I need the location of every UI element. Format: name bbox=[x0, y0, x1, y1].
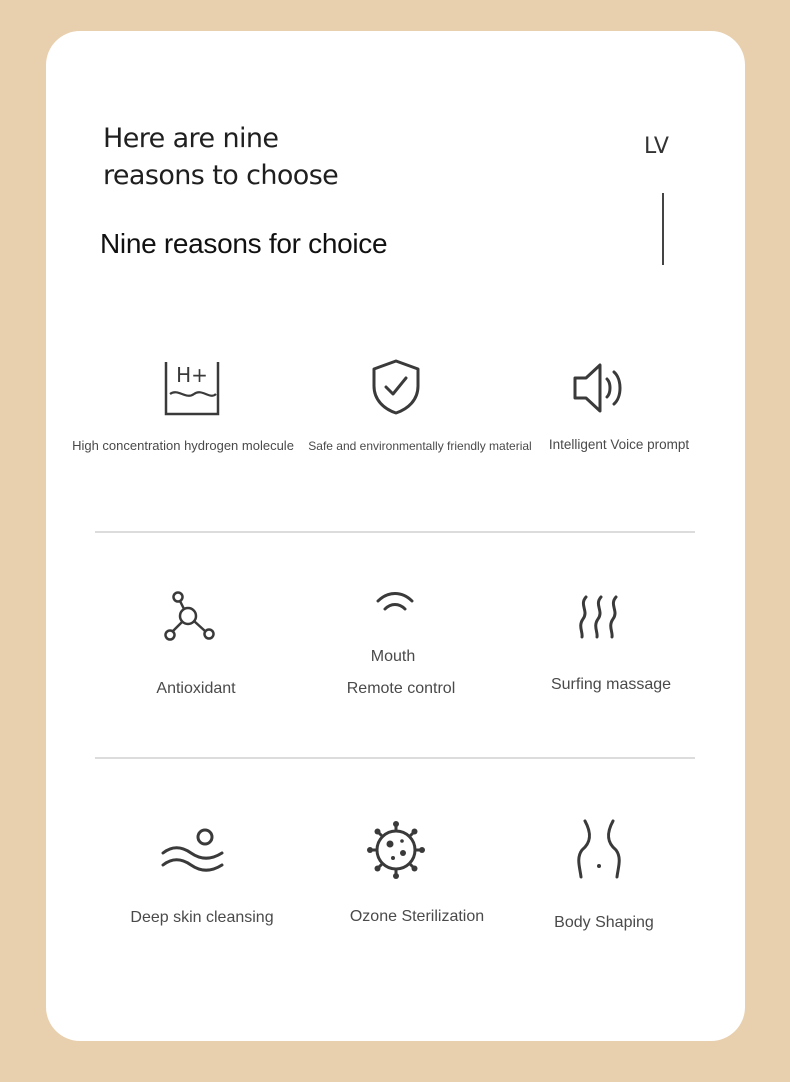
hydrogen-h-plus-icon bbox=[164, 360, 220, 416]
feature-label-ozone: Ozone Sterilization bbox=[349, 908, 485, 925]
feature-label-voice: Intelligent Voice prompt bbox=[548, 437, 690, 452]
waves-icon bbox=[576, 594, 622, 640]
page-title: Nine reasons for choice bbox=[100, 228, 388, 259]
virus-germ-icon bbox=[366, 820, 426, 880]
subtitle-heading: Here are nine reasons to choose bbox=[103, 123, 339, 191]
feature-label-antioxidant: Antioxidant bbox=[156, 680, 236, 697]
lv-badge: LV bbox=[644, 134, 669, 159]
feature-label-body-shaping: Body Shaping bbox=[554, 914, 654, 931]
feature-label-mouth: Mouth bbox=[370, 648, 416, 665]
row-divider bbox=[95, 757, 695, 759]
speaker-icon bbox=[572, 360, 628, 416]
molecule-icon bbox=[162, 590, 218, 644]
feature-label-surfing: Surfing massage bbox=[550, 676, 672, 693]
feature-label-remote: Remote control bbox=[346, 680, 456, 697]
wireless-signal-icon bbox=[374, 589, 416, 619]
swimmer-water-icon bbox=[160, 826, 226, 876]
waist-curve-icon bbox=[576, 818, 622, 880]
feature-label-safe-material: Safe and environmentally friendly material bbox=[308, 439, 532, 453]
svg-text:H+: H+ bbox=[176, 363, 208, 387]
vertical-divider bbox=[662, 193, 664, 265]
feature-label-cleansing: Deep skin cleansing bbox=[130, 909, 274, 926]
feature-label-hydrogen: High concentration hydrogen molecule bbox=[72, 438, 294, 453]
row-divider bbox=[95, 531, 695, 533]
shield-check-icon bbox=[370, 358, 422, 416]
